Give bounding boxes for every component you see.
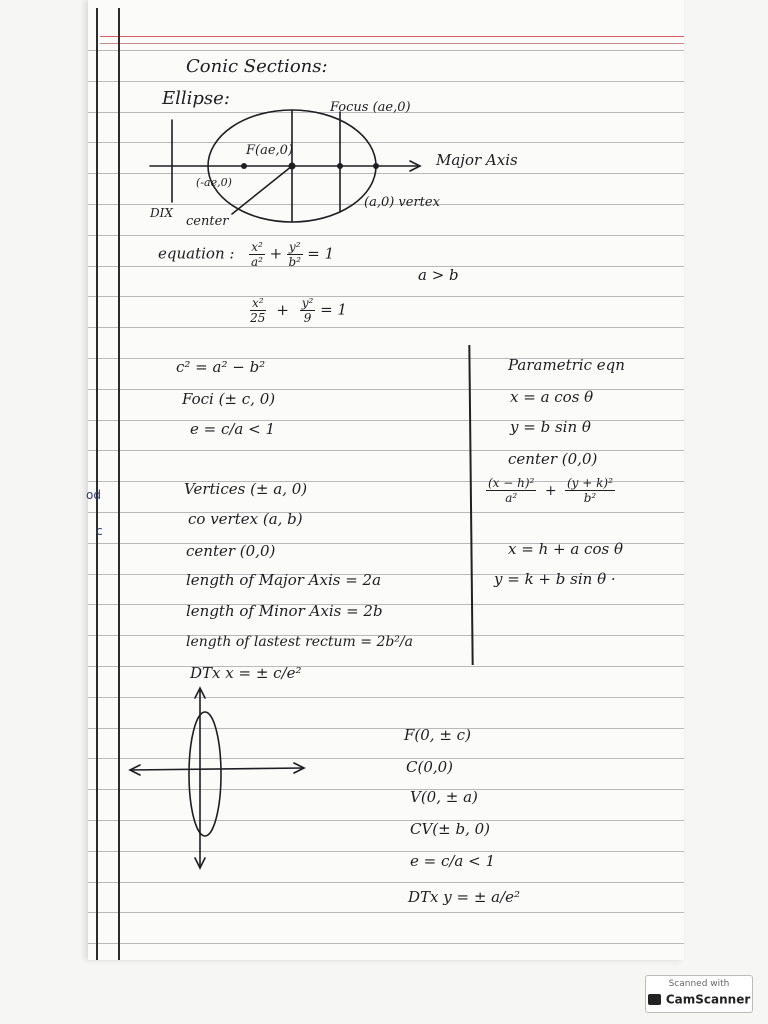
watermark-small-text: Scanned with <box>668 979 730 989</box>
page-title: Conic Sections: <box>186 56 328 77</box>
example-equation: $\frac{\text{x²}}{25}$ + $\frac{\text{y²}}{9}$ = 1 <box>250 296 347 325</box>
margin-mark-od: od <box>86 488 101 502</box>
focus-label: Focus (ae,0) <box>330 100 411 115</box>
vertex-label: (a,0) vertex <box>364 195 440 210</box>
section-heading: Ellipse: <box>162 88 230 109</box>
param-x-shift: x = h + a cos θ <box>508 540 623 558</box>
left-item-4: co vertex (a, b) <box>188 510 303 528</box>
left-item-2: e = c/a < 1 <box>190 420 276 438</box>
left-item-6: length of Major Axis = 2a <box>186 571 382 589</box>
vert-item-2: V(0, ± a) <box>410 788 478 806</box>
watermark-brand: CamScanner <box>665 992 751 1007</box>
param-center: center (0,0) <box>508 450 598 468</box>
gen-frac-x: $\frac{\text{x²}}{\text{a²}}$ <box>251 240 263 269</box>
equation-line: equation : $\frac{\text{x²}}{\text{a²}}$ + $\frac{\text{y²}}{\text{b²}}$ = 1 <box>158 240 335 269</box>
center-label: center <box>186 214 229 229</box>
horizontal-axis-line <box>130 768 304 770</box>
shift-frac-y: $\frac{\text{(y + k)²}}{\text{b²}}$ <box>567 476 613 505</box>
vert-item-4: e = c/a < 1 <box>410 852 496 870</box>
vert-item-1: C(0,0) <box>406 758 454 776</box>
param-x-eq: x = a cos θ <box>510 388 594 406</box>
vert-item-0: F(0, ± c) <box>404 726 471 744</box>
camscanner-watermark <box>645 975 753 1013</box>
left-item-1: Foci (± c, 0) <box>182 390 276 408</box>
param-y-shift: y = k + b sin θ · <box>494 570 616 588</box>
vertical-ellipse-shape <box>189 712 221 836</box>
major-axis-label: Major Axis <box>436 151 518 169</box>
equation-label: equation : <box>158 244 235 263</box>
left-item-3: Vertices (± a, 0) <box>184 480 308 498</box>
f-point-label: F(ae,0) <box>246 143 294 158</box>
left-item-9: DTx x = ± c/e² <box>190 664 302 682</box>
left-item-8: length of lastest rectum = 2b²/a <box>186 634 413 650</box>
param-y-eq: y = b sin θ <box>510 418 591 436</box>
left-item-5: center (0,0) <box>186 542 276 560</box>
c-neg-label: (-ae,0) <box>196 176 232 189</box>
shifted-equation: $\frac{\text{(x − h)²}}{\text{a²}}$ + $\frac{\text{(y + k)²}}{\text{b²}}$ <box>488 476 613 505</box>
gen-frac-y: $\frac{\text{y²}}{\text{b²}}$ <box>288 240 301 269</box>
margin-mark-c: c <box>96 524 103 538</box>
shift-frac-x: $\frac{\text{(x − h)²}}{\text{a²}}$ <box>488 476 535 505</box>
ex-frac-x: $\frac{\text{x²}}{25}$ <box>250 296 266 325</box>
dix-label: DIX <box>150 206 173 220</box>
camscanner-logo-icon <box>648 994 661 1005</box>
vert-item-5: DTx y = ± a/e² <box>408 888 521 906</box>
left-item-0: c² = a² − b² <box>176 358 266 376</box>
parametric-heading: Parametric eqn <box>508 356 625 374</box>
condition-a-gt-b: a > b <box>418 266 459 284</box>
vert-item-3: CV(± b, 0) <box>410 820 491 838</box>
left-item-7: length of Minor Axis = 2b <box>186 602 383 620</box>
ex-frac-y: $\frac{\text{y²}}{9}$ <box>301 296 314 325</box>
